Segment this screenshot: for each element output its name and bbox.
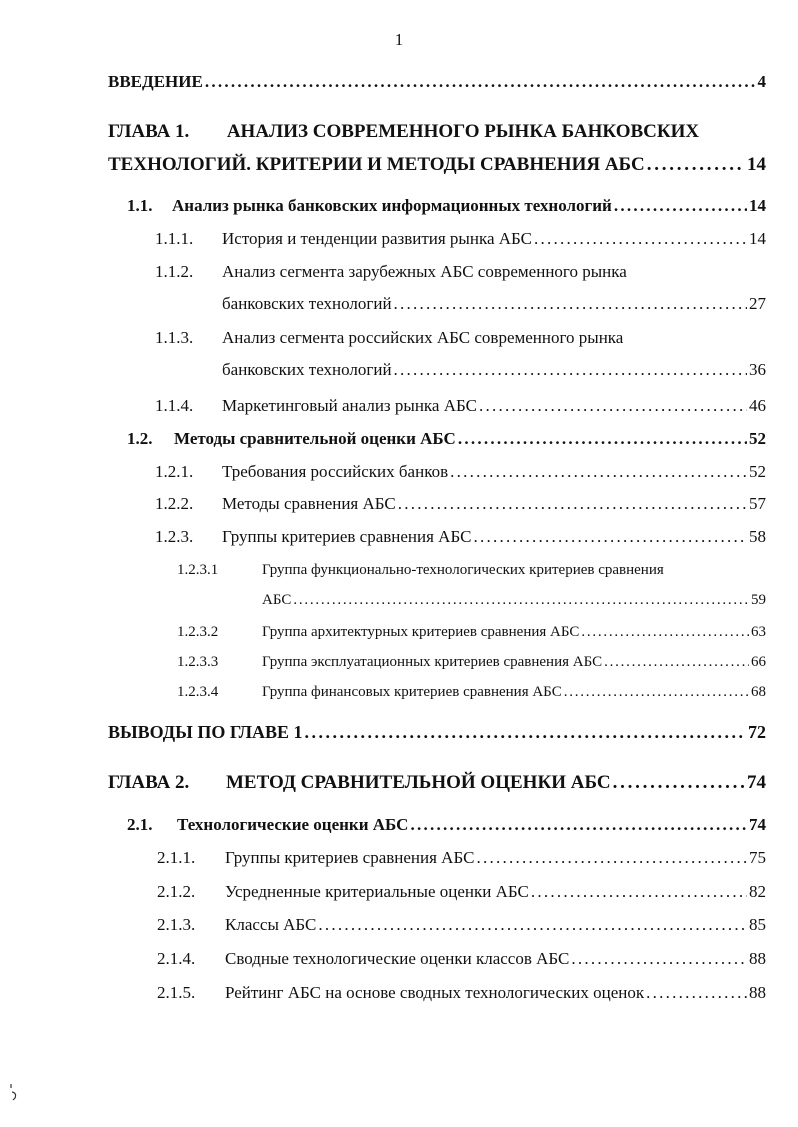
chapter-number: ГЛАВА 2. xyxy=(108,772,190,793)
section-number: 1.2.2. xyxy=(155,494,194,513)
toc-page: 59 xyxy=(751,592,766,608)
toc-page: 58 xyxy=(749,527,766,546)
section-title: Классы АБС xyxy=(225,915,317,934)
chapter-title: АНАЛИЗ СОВРЕМЕННОГО РЫНКА БАНКОВСКИХ xyxy=(226,121,700,142)
toc-page: 4 xyxy=(757,72,766,91)
leader-dots xyxy=(613,772,745,794)
toc-entry-intro[interactable] xyxy=(108,72,766,92)
toc-page: 88 xyxy=(749,983,766,1002)
section-number: 1.1.4. xyxy=(155,396,194,415)
toc-page: 74 xyxy=(749,815,766,834)
chapter-title-cont: ТЕХНОЛОГИЙ. КРИТЕРИИ И МЕТОДЫ СРАВНЕНИЯ АБС xyxy=(108,154,645,175)
toc-entry-ch1-line2[interactable] xyxy=(108,154,766,176)
section-number: 2.1.3. xyxy=(157,915,196,934)
toc-entry-1-1-4[interactable] xyxy=(155,396,766,416)
section-number: 2.1.4. xyxy=(157,949,196,968)
leader-dots xyxy=(293,592,749,609)
toc-entry-2-1-1[interactable] xyxy=(157,848,766,868)
section-title-cont: АБС xyxy=(262,592,292,608)
toc-entry-1-2-3-3[interactable] xyxy=(177,654,766,671)
toc-page: 74 xyxy=(747,772,766,793)
section-number: 1.1.2. xyxy=(155,262,194,281)
leader-dots xyxy=(410,815,747,835)
section-number: 1.2.3.3 xyxy=(177,654,219,670)
toc-page: 72 xyxy=(748,722,766,742)
toc-title: ВЫВОДЫ ПО ГЛАВЕ 1 xyxy=(108,722,303,742)
leader-dots xyxy=(394,360,747,380)
section-number: 1.2.3. xyxy=(155,527,194,546)
toc-entry-1-2-3-2[interactable] xyxy=(177,624,766,641)
section-title: Группа финансовых критериев сравнения АБС xyxy=(262,684,562,700)
toc-page: 14 xyxy=(749,229,766,248)
toc-entry-1-2[interactable] xyxy=(127,429,766,449)
section-title: Методы сравнительной оценки АБС xyxy=(174,429,456,448)
toc-entry-1-1-2-line1[interactable] xyxy=(155,262,627,282)
toc-page: 85 xyxy=(749,915,766,934)
leader-dots xyxy=(581,624,749,641)
section-title: Анализ рынка банковских информационных технологий xyxy=(172,196,612,215)
toc-entry-1-1-1[interactable] xyxy=(155,229,766,249)
toc-entry-conclusions-1[interactable] xyxy=(108,722,766,743)
toc-entry-1-1-2-line2[interactable] xyxy=(222,294,766,314)
toc-page: 75 xyxy=(749,848,766,867)
leader-dots xyxy=(614,196,747,216)
leader-dots xyxy=(473,527,747,547)
leader-dots xyxy=(647,154,745,176)
leader-dots xyxy=(318,915,747,935)
section-title: Методы сравнения АБС xyxy=(222,494,396,513)
leader-dots xyxy=(646,983,747,1003)
section-title: Анализ сегмента российских АБС современного рынка xyxy=(222,328,624,347)
leader-dots xyxy=(604,654,749,671)
page-number: 1 xyxy=(394,30,404,49)
toc-page: 27 xyxy=(749,294,766,313)
toc-entry-2-1-4[interactable] xyxy=(157,949,766,969)
toc-entry-ch1-line1[interactable] xyxy=(108,121,699,143)
section-number: 2.1.5. xyxy=(157,983,196,1002)
leader-dots xyxy=(450,462,747,482)
leader-dots xyxy=(398,494,747,514)
toc-page: 66 xyxy=(751,654,766,670)
section-title: Группы критериев сравнения АБС xyxy=(222,527,472,546)
toc-entry-2-1-5[interactable] xyxy=(157,983,766,1003)
leader-dots xyxy=(394,294,747,314)
section-title: Маркетинговый анализ рынка АБС xyxy=(222,396,477,415)
toc-page: 52 xyxy=(749,429,766,448)
leader-dots xyxy=(534,229,747,249)
toc-entry-1-2-3-1-line2[interactable] xyxy=(262,592,766,609)
leader-dots xyxy=(479,396,747,416)
toc-entry-1-1[interactable] xyxy=(127,196,766,216)
section-title-cont: банковских технологий xyxy=(222,294,392,313)
toc-page: 63 xyxy=(751,624,766,640)
chapter-number: ГЛАВА 1. xyxy=(108,121,190,142)
toc-title: ВВЕДЕНИЕ xyxy=(108,72,203,91)
toc-entry-2-1-2[interactable] xyxy=(157,882,766,902)
section-number: 1.2.3.4 xyxy=(177,684,219,700)
section-title: Сводные технологические оценки классов АБС xyxy=(225,949,570,968)
toc-page: 82 xyxy=(749,882,766,901)
section-number: 2.1.2. xyxy=(157,882,196,901)
leader-dots xyxy=(531,882,747,902)
leader-dots xyxy=(305,722,746,743)
toc-page: 46 xyxy=(749,396,766,415)
section-number: 2.1. xyxy=(127,815,153,834)
section-title: Группа архитектурных критериев сравнения АБС xyxy=(262,624,580,640)
section-title: Рейтинг АБС на основе сводных технологических оценок xyxy=(225,983,645,1002)
toc-entry-1-2-3-4[interactable] xyxy=(177,684,766,701)
section-title: История и тенденции развития рынка АБС xyxy=(222,229,533,248)
section-number: 1.1. xyxy=(127,196,153,215)
toc-entry-1-2-1[interactable] xyxy=(155,462,766,482)
toc-page: 14 xyxy=(749,196,766,215)
section-title: Группа функционально-технологических критериев сравнения xyxy=(262,562,664,578)
toc-page: 36 xyxy=(749,360,766,379)
toc-page: 52 xyxy=(749,462,766,481)
toc-page: 14 xyxy=(747,154,766,175)
section-title: Требования российских банков xyxy=(222,462,449,481)
section-title: Анализ сегмента зарубежных АБС современного рынка xyxy=(222,262,627,281)
toc-page: 88 xyxy=(749,949,766,968)
section-title-cont: банковских технологий xyxy=(222,360,392,379)
section-number: 1.2.3.1 xyxy=(177,562,219,578)
leader-dots xyxy=(571,949,747,969)
toc-entry-1-2-3-1-line1[interactable] xyxy=(177,562,664,579)
toc-page: 57 xyxy=(749,494,766,513)
toc-entry-1-1-3-line1[interactable] xyxy=(155,328,623,348)
section-title: Группы критериев сравнения АБС xyxy=(225,848,475,867)
leader-dots xyxy=(564,684,749,701)
section-title: Усредненные критериальные оценки АБС xyxy=(225,882,529,901)
section-number: 2.1.1. xyxy=(157,848,196,867)
section-number: 1.1.3. xyxy=(155,328,194,347)
section-number: 1.2.3.2 xyxy=(177,624,219,640)
toc-entry-1-2-2[interactable] xyxy=(155,494,766,514)
chapter-title: МЕТОД СРАВНИТЕЛЬНОЙ ОЦЕНКИ АБС xyxy=(226,772,611,793)
toc-entry-2-1-3[interactable] xyxy=(157,915,766,935)
toc-entry-2-1[interactable] xyxy=(127,815,766,835)
leader-dots xyxy=(476,848,747,868)
leader-dots xyxy=(458,429,747,449)
scan-artifact-mark xyxy=(8,1082,22,1102)
section-number: 1.2.1. xyxy=(155,462,194,481)
toc-entry-1-2-3[interactable] xyxy=(155,527,766,547)
leader-dots xyxy=(205,72,756,92)
section-number: 1.1.1. xyxy=(155,229,194,248)
section-number: 1.2. xyxy=(127,429,153,448)
toc-page: 68 xyxy=(751,684,766,700)
toc-entry-1-1-3-line2[interactable] xyxy=(222,360,766,380)
section-title: Технологические оценки АБС xyxy=(177,815,409,834)
toc-entry-ch2[interactable] xyxy=(108,772,766,794)
section-title: Группа эксплуатационных критериев сравнения АБС xyxy=(262,654,603,670)
